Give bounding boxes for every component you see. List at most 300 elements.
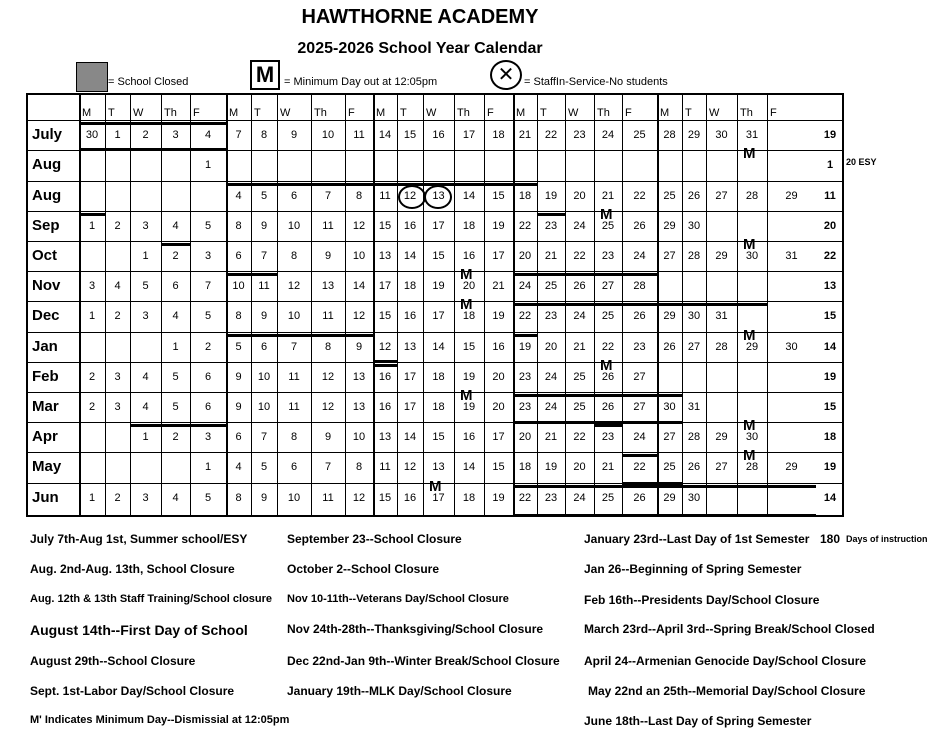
day-cell: 25 (633, 129, 646, 141)
day-header: M (376, 107, 386, 119)
day-cell: 13 (352, 371, 366, 383)
month-total: 14 (823, 341, 837, 353)
day-cell: 18 (432, 401, 445, 413)
day-cell: 25 (663, 461, 676, 473)
month-label: July (32, 126, 63, 143)
day-header: Th (164, 107, 177, 119)
day-cell: 15 (462, 341, 476, 353)
month-label: Jan (32, 338, 58, 355)
legend-minimum-day: = Minimum Day out at 12:05pm (284, 76, 438, 88)
legend-staff-inservice: = StaffIn-Service-No students (524, 76, 668, 88)
day-cell: 31 (715, 310, 728, 322)
month-label: Apr (32, 428, 58, 445)
day-cell: 1 (172, 341, 179, 353)
day-cell: 17 (432, 310, 445, 322)
day-cell: 10 (352, 431, 366, 443)
day-cell: 30 (663, 401, 676, 413)
month-total: 19 (823, 129, 837, 141)
closure-bar (79, 213, 105, 216)
day-cell: 27 (687, 341, 701, 353)
row-divider (28, 392, 842, 393)
day-cell: 12 (352, 310, 366, 322)
day-header: Th (314, 107, 327, 119)
day-cell: 1 (204, 159, 212, 171)
day-cell: 24 (544, 371, 558, 383)
minimum-day-icon: M (429, 478, 442, 495)
staff-inservice-icon: ✕ (490, 60, 522, 90)
day-cell: 20 (492, 401, 505, 413)
month-total: 11 (824, 190, 836, 202)
day-cell: 24 (544, 401, 558, 413)
day-cell: 2 (88, 401, 96, 413)
day-cell: 16 (432, 129, 445, 141)
day-cell: 22 (573, 431, 586, 443)
day-cell: 9 (355, 341, 363, 353)
day-cell: 14 (352, 280, 366, 292)
day-cell: 22 (518, 492, 532, 504)
day-header: W (709, 107, 720, 119)
day-cell: 9 (235, 371, 242, 383)
day-cell: 30 (85, 129, 99, 141)
day-cell: 26 (687, 190, 701, 202)
day-cell: 14 (432, 341, 445, 353)
day-cell: 23 (518, 371, 532, 383)
day-header: T (685, 107, 692, 119)
day-cell: 15 (403, 129, 417, 141)
day-cell: 6 (260, 341, 268, 353)
calendar-note: Nov 24th-28th--Thanksgiving/School Closure (287, 622, 544, 636)
day-cell: 4 (114, 280, 121, 292)
closure-bar (226, 334, 373, 337)
month-label: Nov (32, 277, 61, 294)
day-cell: 22 (633, 190, 646, 202)
day-cell: 13 (432, 461, 445, 473)
calendar-note: September 23--School Closure (287, 532, 462, 546)
day-cell: 10 (352, 250, 366, 262)
day-cell: 12 (352, 220, 366, 232)
day-cell: 30 (745, 250, 759, 262)
minimum-day-icon: M (460, 296, 473, 313)
day-cell: 16 (378, 401, 392, 413)
day-cell: 15 (432, 250, 445, 262)
day-cell: 14 (403, 431, 417, 443)
day-cell: 25 (601, 220, 615, 232)
day-cell: 27 (715, 190, 728, 202)
day-cell: 29 (687, 129, 701, 141)
month-total: 13 (823, 280, 837, 292)
day-cell: 20 (544, 341, 558, 353)
day-cell: 30 (687, 220, 701, 232)
day-cell: 28 (687, 431, 701, 443)
day-cell: 8 (290, 431, 298, 443)
calendar-note: Feb 16th--Presidents Day/School Closure (584, 593, 820, 607)
row-divider (28, 181, 842, 182)
day-cell: 13 (352, 401, 366, 413)
column-divider (397, 95, 398, 515)
column-divider (454, 95, 455, 515)
day-cell: 9 (324, 250, 332, 262)
minimum-day-icon: M (600, 357, 613, 374)
day-cell: 15 (378, 492, 392, 504)
day-cell: 7 (260, 431, 268, 443)
day-cell: 3 (204, 431, 212, 443)
day-cell: 28 (715, 341, 728, 353)
day-header: Th (597, 107, 610, 119)
day-header: F (193, 107, 200, 119)
day-cell: 14 (403, 250, 417, 262)
day-cell: 15 (492, 190, 505, 202)
day-cell: 25 (663, 190, 676, 202)
legend-school-closed: = School Closed (108, 76, 189, 88)
day-header: T (108, 107, 115, 119)
day-header: F (487, 107, 494, 119)
day-header: W (133, 107, 144, 119)
month-total: 22 (823, 250, 837, 262)
day-cell: 11 (322, 220, 334, 232)
day-header: T (254, 107, 261, 119)
column-divider (251, 95, 252, 515)
day-cell: 26 (633, 310, 646, 322)
day-header: F (770, 107, 777, 119)
calendar-grid (26, 93, 844, 517)
day-cell: 4 (172, 220, 179, 232)
day-cell: 29 (715, 431, 728, 443)
day-cell: 9 (260, 220, 268, 232)
day-cell: 26 (601, 371, 615, 383)
day-cell: 29 (785, 190, 798, 202)
day-cell: 3 (142, 310, 149, 322)
day-cell: 13 (432, 190, 445, 202)
day-cell: 2 (204, 341, 212, 353)
day-cell: 2 (88, 371, 96, 383)
day-cell: 25 (601, 310, 615, 322)
day-cell: 19 (432, 280, 445, 292)
day-cell: 26 (633, 492, 646, 504)
day-cell: 14 (462, 461, 476, 473)
calendar-note: Aug. 12th & 13th Staff Training/School closure (30, 593, 273, 605)
day-cell: 31 (687, 401, 701, 413)
day-cell: 5 (172, 401, 179, 413)
calendar-note: Aug. 2nd-Aug. 13th, School Closure (30, 562, 235, 576)
day-cell: 8 (355, 461, 363, 473)
row-divider (28, 362, 842, 363)
day-cell: 9 (260, 310, 268, 322)
day-cell: 9 (324, 431, 332, 443)
calendar-note: Dec 22nd-Jan 9th--Winter Break/School Closure (287, 654, 560, 668)
calendar-note: January 19th--MLK Day/School Closure (287, 684, 512, 698)
day-cell: 6 (204, 401, 212, 413)
day-cell: 1 (114, 129, 121, 141)
day-cell: 19 (462, 371, 476, 383)
day-cell: 10 (257, 401, 271, 413)
closure-bar (130, 424, 226, 427)
day-cell: 21 (544, 250, 558, 262)
page-subtitle: 2025-2026 School Year Calendar (297, 40, 543, 57)
day-cell: 3 (114, 371, 121, 383)
calendar-note: Days of instruction (846, 534, 928, 544)
column-divider (373, 95, 375, 515)
day-cell: 26 (687, 461, 701, 473)
day-cell: 27 (663, 431, 676, 443)
day-cell: 4 (142, 401, 149, 413)
month-label: Sep (32, 217, 60, 234)
day-cell: 1 (142, 431, 149, 443)
day-cell: 15 (492, 461, 505, 473)
day-cell: 8 (235, 492, 242, 504)
month-total: 14 (823, 492, 837, 504)
day-cell: 2 (114, 310, 121, 322)
column-divider (311, 95, 312, 515)
month-total: 18 (823, 431, 837, 443)
day-cell: 8 (260, 129, 268, 141)
closure-bar (657, 303, 767, 306)
row-divider (28, 120, 842, 121)
minimum-day-icon: M (460, 387, 473, 404)
closure-bar (513, 303, 657, 306)
day-cell: 11 (288, 401, 300, 413)
day-cell: 13 (321, 280, 335, 292)
day-cell: 24 (633, 431, 646, 443)
day-cell: 18 (518, 461, 532, 473)
day-cell: 23 (601, 250, 615, 262)
day-cell: 31 (785, 250, 798, 262)
day-cell: 9 (290, 129, 298, 141)
row-divider (28, 422, 842, 423)
day-cell: 12 (287, 280, 301, 292)
minimum-day-icon: M (250, 60, 280, 90)
day-cell: 17 (432, 220, 445, 232)
day-cell: 15 (432, 431, 445, 443)
day-cell: 22 (518, 310, 532, 322)
day-cell: 18 (403, 280, 417, 292)
day-cell: 6 (290, 461, 298, 473)
day-cell: 16 (462, 431, 476, 443)
calendar-note: 180 (820, 532, 841, 546)
day-header: T (400, 107, 407, 119)
calendar-note: August 14th--First Day of School (30, 622, 248, 638)
day-cell: 11 (379, 190, 391, 202)
day-cell: 18 (462, 310, 476, 322)
day-cell: 10 (321, 129, 335, 141)
day-cell: 3 (142, 492, 149, 504)
day-cell: 26 (573, 280, 586, 292)
day-cell: 29 (663, 310, 676, 322)
day-cell: 19 (462, 401, 476, 413)
day-cell: 2 (114, 492, 121, 504)
day-cell: 19 (492, 220, 505, 232)
day-cell: 18 (462, 220, 476, 232)
column-divider (345, 95, 346, 515)
day-cell: 12 (321, 401, 335, 413)
day-cell: 7 (235, 129, 242, 141)
day-cell: 30 (687, 492, 701, 504)
day-cell: 21 (573, 341, 586, 353)
day-cell: 25 (573, 371, 586, 383)
month-label: Oct (32, 247, 58, 264)
day-cell: 23 (601, 431, 615, 443)
column-divider (161, 95, 162, 515)
day-cell: 12 (378, 341, 392, 353)
day-cell: 20 (518, 250, 532, 262)
day-cell: 7 (290, 341, 298, 353)
closure-bar (373, 364, 397, 367)
day-header: M (82, 107, 92, 119)
row-divider (28, 271, 842, 272)
day-cell: 24 (633, 250, 646, 262)
minimum-day-icon: M (743, 417, 756, 434)
closure-bar (622, 454, 657, 457)
closure-bar (79, 122, 226, 125)
month-label: Feb (32, 368, 59, 385)
day-cell: 23 (544, 492, 558, 504)
day-cell: 23 (633, 341, 646, 353)
day-cell: 30 (715, 129, 728, 141)
column-divider (105, 95, 106, 515)
day-cell: 20 (462, 280, 476, 292)
day-cell: 4 (172, 492, 179, 504)
day-cell: 22 (573, 250, 586, 262)
month-total: 15 (823, 310, 837, 322)
day-cell: 1 (88, 220, 96, 232)
day-cell: 4 (142, 371, 149, 383)
day-cell: 16 (462, 250, 476, 262)
day-cell: 5 (204, 310, 212, 322)
day-cell: 21 (544, 431, 558, 443)
day-cell: 25 (573, 401, 586, 413)
day-cell: 5 (142, 280, 149, 292)
day-cell: 17 (462, 129, 476, 141)
day-cell: 28 (745, 461, 759, 473)
day-cell: 31 (745, 129, 759, 141)
day-cell: 15 (378, 220, 392, 232)
day-cell: 24 (573, 310, 586, 322)
school-closed-swatch (76, 62, 108, 92)
day-cell: 8 (235, 220, 242, 232)
column-divider (767, 95, 768, 515)
day-cell: 3 (172, 129, 179, 141)
day-cell: 21 (601, 461, 615, 473)
day-header: Th (457, 107, 470, 119)
day-cell: 8 (290, 250, 298, 262)
day-header: M (660, 107, 670, 119)
day-cell: 10 (257, 371, 271, 383)
page-title: HAWTHORNE ACADEMY (301, 6, 539, 28)
day-cell: 7 (260, 250, 268, 262)
day-cell: 24 (573, 220, 586, 232)
day-cell: 29 (663, 492, 676, 504)
day-cell: 3 (88, 280, 96, 292)
day-cell: 8 (355, 190, 363, 202)
day-cell: 19 (518, 341, 532, 353)
day-cell: 27 (715, 461, 728, 473)
day-cell: 1 (142, 250, 149, 262)
day-cell: 13 (378, 250, 392, 262)
day-header: W (280, 107, 291, 119)
month-label: May (32, 458, 62, 475)
day-cell: 17 (492, 431, 505, 443)
day-cell: 18 (432, 371, 445, 383)
day-cell: 24 (573, 492, 586, 504)
day-cell: 10 (232, 280, 245, 292)
day-cell: 4 (235, 461, 242, 473)
day-cell: 3 (142, 220, 149, 232)
day-cell: 22 (544, 129, 558, 141)
day-cell: 5 (204, 220, 212, 232)
day-cell: 12 (352, 492, 366, 504)
month-total: 19 (823, 461, 837, 473)
month-note: 20 ESY (846, 157, 877, 167)
day-cell: 19 (492, 310, 505, 322)
day-cell: 27 (633, 401, 646, 413)
day-cell: 30 (687, 310, 701, 322)
calendar-note: Nov 10-11th--Veterans Day/School Closure (287, 593, 509, 605)
month-total: 19 (823, 371, 837, 383)
day-cell: 14 (378, 129, 392, 141)
minimum-day-icon: M (743, 327, 756, 344)
month-total: 1 (826, 159, 834, 171)
day-cell: 3 (204, 250, 212, 262)
day-cell: 28 (687, 250, 701, 262)
closure-bar (594, 424, 622, 427)
calendar-note: April 24--Armenian Genocide Day/School Closure (584, 654, 867, 668)
day-cell: 11 (258, 280, 270, 292)
day-cell: 29 (663, 220, 676, 232)
calendar-note: June 18th--Last Day of Spring Semester (584, 714, 812, 728)
day-cell: 17 (492, 250, 505, 262)
day-header: M (516, 107, 526, 119)
day-cell: 21 (518, 129, 532, 141)
day-cell: 18 (492, 129, 505, 141)
day-cell: 19 (544, 190, 558, 202)
day-cell: 16 (403, 492, 417, 504)
calendar-note: January 23rd--Last Day of 1st Semester (584, 532, 810, 546)
day-cell: 15 (378, 310, 392, 322)
day-cell: 16 (403, 310, 417, 322)
column-divider (226, 95, 228, 515)
day-cell: 3 (114, 401, 121, 413)
day-cell: 19 (544, 461, 558, 473)
day-cell: 22 (518, 220, 532, 232)
closure-bar (513, 334, 537, 337)
column-divider (423, 95, 424, 515)
day-cell: 11 (379, 461, 391, 473)
day-cell: 28 (633, 280, 646, 292)
day-cell: 7 (324, 190, 332, 202)
closure-bar (161, 243, 190, 246)
day-cell: 17 (378, 280, 392, 292)
day-cell: 27 (663, 250, 676, 262)
day-cell: 21 (601, 190, 615, 202)
day-header: F (348, 107, 355, 119)
day-cell: 6 (204, 371, 212, 383)
day-cell: 21 (492, 280, 505, 292)
day-cell: 5 (260, 190, 268, 202)
day-cell: 23 (544, 310, 558, 322)
day-cell: 18 (462, 492, 476, 504)
day-cell: 13 (403, 341, 417, 353)
day-header: F (625, 107, 632, 119)
day-header: Th (740, 107, 753, 119)
month-label: Mar (32, 398, 59, 415)
day-cell: 11 (353, 129, 365, 141)
closure-bar (226, 273, 277, 276)
day-cell: 4 (204, 129, 212, 141)
row-divider (28, 332, 842, 333)
day-cell: 2 (142, 129, 149, 141)
row-divider (28, 301, 842, 302)
calendar-note: August 29th--School Closure (30, 654, 196, 668)
day-cell: 7 (324, 461, 332, 473)
